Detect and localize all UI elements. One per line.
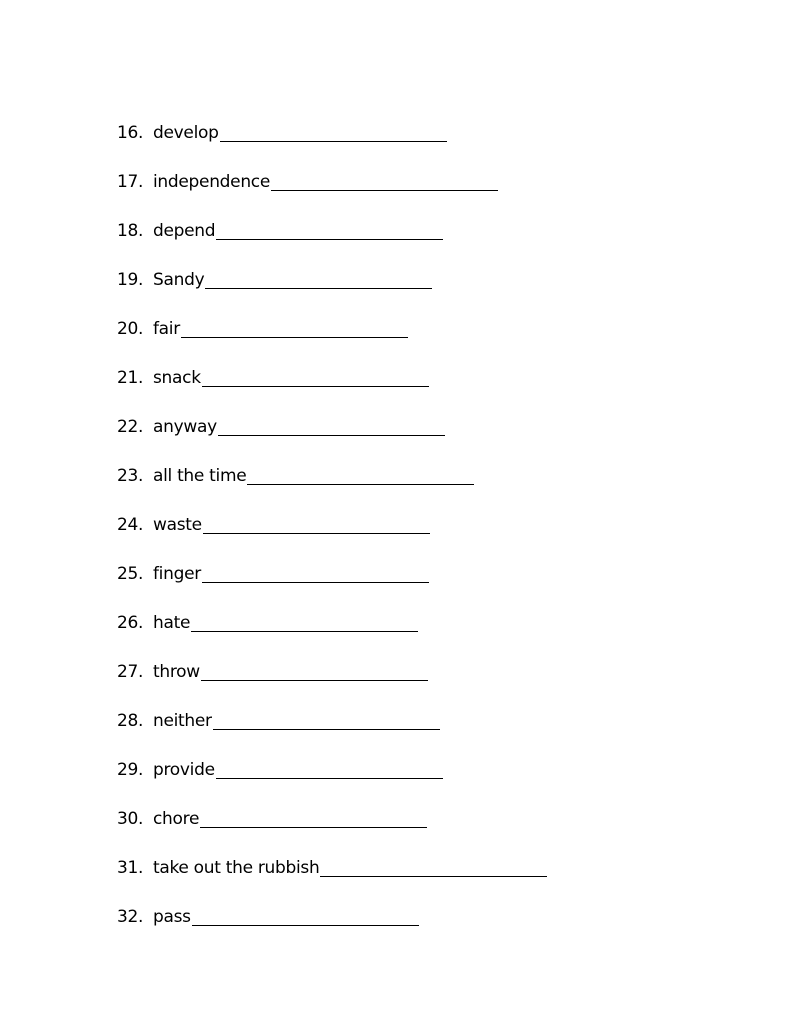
answer-blank bbox=[220, 141, 447, 142]
answer-blank bbox=[202, 386, 429, 387]
item-word: Sandy bbox=[153, 270, 205, 290]
item-number: 18. bbox=[117, 221, 144, 241]
item-word: develop bbox=[153, 123, 219, 143]
item-word: chore bbox=[153, 809, 200, 829]
item-number: 23. bbox=[117, 466, 144, 486]
answer-blank bbox=[216, 778, 443, 779]
answer-blank bbox=[200, 827, 427, 828]
item-number: 31. bbox=[117, 858, 144, 878]
list-item bbox=[117, 488, 547, 537]
item-number: 17. bbox=[117, 172, 144, 192]
answer-blank bbox=[213, 729, 440, 730]
item-number: 29. bbox=[117, 760, 144, 780]
item-word: all the time bbox=[153, 466, 247, 486]
item-number: 21. bbox=[117, 368, 144, 388]
list-item bbox=[117, 439, 547, 488]
item-number: 16. bbox=[117, 123, 144, 143]
list-item bbox=[117, 537, 547, 586]
item-number: 19. bbox=[117, 270, 144, 290]
answer-blank bbox=[216, 239, 443, 240]
item-word: independence bbox=[153, 172, 271, 192]
item-number: 32. bbox=[117, 907, 144, 927]
item-number: 25. bbox=[117, 564, 144, 584]
list-item bbox=[117, 684, 547, 733]
list-item bbox=[117, 292, 547, 341]
item-number: 30. bbox=[117, 809, 144, 829]
list-item bbox=[117, 341, 547, 390]
list-item bbox=[117, 782, 547, 831]
answer-blank bbox=[247, 484, 474, 485]
item-word: anyway bbox=[153, 417, 217, 437]
item-word: snack bbox=[153, 368, 201, 388]
item-number: 26. bbox=[117, 613, 144, 633]
item-word: depend bbox=[153, 221, 216, 241]
answer-blank bbox=[181, 337, 408, 338]
answer-blank bbox=[191, 631, 418, 632]
list-item bbox=[117, 390, 547, 439]
list-item bbox=[117, 880, 547, 929]
item-word: pass bbox=[153, 907, 191, 927]
item-word: waste bbox=[153, 515, 202, 535]
item-word: throw bbox=[153, 662, 200, 682]
list-item bbox=[117, 194, 547, 243]
item-number: 24. bbox=[117, 515, 144, 535]
answer-blank bbox=[320, 876, 547, 877]
answer-blank bbox=[192, 925, 419, 926]
list-item bbox=[117, 145, 547, 194]
answer-blank bbox=[205, 288, 432, 289]
item-word: neither bbox=[153, 711, 212, 731]
answer-blank bbox=[201, 680, 428, 681]
item-number: 22. bbox=[117, 417, 144, 437]
answer-blank bbox=[202, 582, 429, 583]
item-number: 28. bbox=[117, 711, 144, 731]
answer-blank bbox=[203, 533, 430, 534]
answer-blank bbox=[218, 435, 445, 436]
list-item bbox=[117, 586, 547, 635]
vocabulary-list bbox=[117, 96, 547, 929]
item-word: fair bbox=[153, 319, 180, 339]
list-item bbox=[117, 96, 547, 145]
item-number: 27. bbox=[117, 662, 144, 682]
item-word: take out the rubbish bbox=[153, 858, 320, 878]
list-item bbox=[117, 635, 547, 684]
item-number: 20. bbox=[117, 319, 144, 339]
list-item bbox=[117, 243, 547, 292]
item-word: hate bbox=[153, 613, 191, 633]
answer-blank bbox=[271, 190, 498, 191]
item-word: provide bbox=[153, 760, 215, 780]
item-word: finger bbox=[153, 564, 201, 584]
list-item bbox=[117, 733, 547, 782]
list-item bbox=[117, 831, 547, 880]
